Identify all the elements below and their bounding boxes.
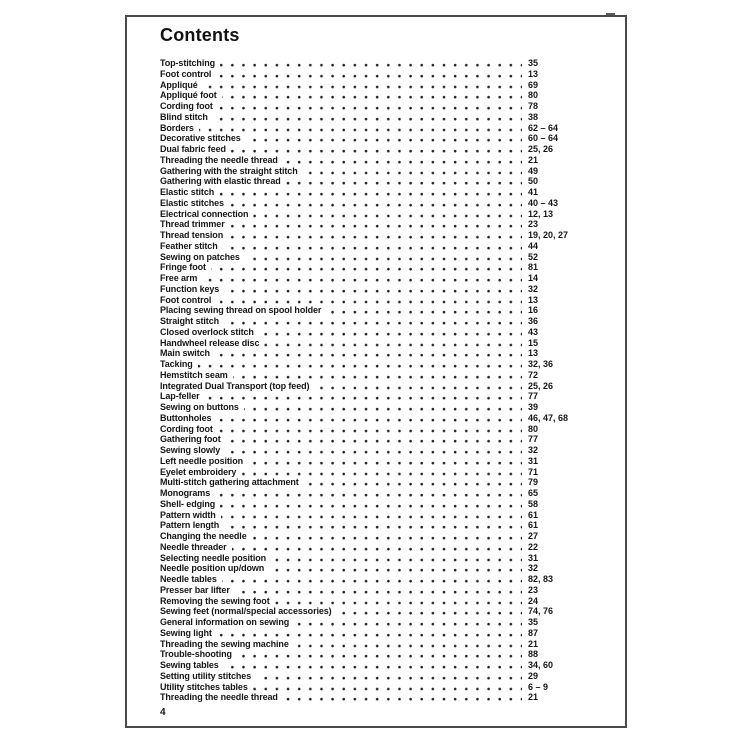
toc-entry-page: 13 <box>522 295 592 306</box>
toc-entry-label: Tacking <box>160 359 198 370</box>
toc-entry-page: 32 <box>522 563 592 574</box>
toc-entry-label: Left needle position <box>160 456 248 467</box>
toc-entry-page: 14 <box>522 273 592 284</box>
toc-row <box>160 553 592 564</box>
toc-entry-page: 62 – 64 <box>522 123 592 134</box>
toc-row <box>160 488 592 499</box>
toc-entry-label: Sewing slowly <box>160 445 225 456</box>
page-title: Contents <box>160 25 240 45</box>
toc-entry-label: Thread trimmer <box>160 219 230 230</box>
toc-entry-label: Setting utility stitches <box>160 671 256 682</box>
toc-entry-page: 19, 20, 27 <box>522 230 592 241</box>
toc-row <box>160 112 592 123</box>
toc-row <box>160 499 592 510</box>
toc-row <box>160 467 592 478</box>
toc-entry-page: 35 <box>522 617 592 628</box>
toc-row <box>160 628 592 639</box>
toc-entry-page: 35 <box>522 58 592 69</box>
toc-entry-page: 80 <box>522 424 592 435</box>
toc-row <box>160 563 592 574</box>
toc-entry-page: 50 <box>522 176 592 187</box>
toc-row <box>160 338 592 349</box>
toc-entry-page: 12, 13 <box>522 209 592 220</box>
toc-row <box>160 305 592 316</box>
toc-entry-label: Sewing on buttons <box>160 402 244 413</box>
toc-entry-label: Function keys <box>160 284 224 295</box>
toc-entry-page: 31 <box>522 456 592 467</box>
toc-row <box>160 69 592 80</box>
toc-row <box>160 133 592 144</box>
toc-entry-label: Borders <box>160 123 199 134</box>
toc-entry-label: Presser bar lifter <box>160 585 235 596</box>
toc-entry-page: 46, 47, 68 <box>522 413 592 424</box>
toc-row <box>160 295 592 306</box>
toc-row <box>160 209 592 220</box>
toc-entry-label: Gathering foot <box>160 434 226 445</box>
toc-entry-label: Eyelet embroidery <box>160 467 241 478</box>
toc-row <box>160 166 592 177</box>
toc-entry-page: 80 <box>522 90 592 101</box>
toc-entry-label: Integrated Dual Transport (top feed) <box>160 381 314 392</box>
toc-entry-label: Foot control <box>160 295 216 306</box>
page-border-box <box>125 15 627 728</box>
toc-entry-label: Threading the sewing machine <box>160 639 294 650</box>
toc-row <box>160 58 592 69</box>
toc-entry-page: 32 <box>522 445 592 456</box>
toc-entry-page: 39 <box>522 402 592 413</box>
toc-entry-page: 49 <box>522 166 592 177</box>
toc-row <box>160 574 592 585</box>
toc-row <box>160 273 592 284</box>
toc-row <box>160 606 592 617</box>
toc-row <box>160 391 592 402</box>
toc-row <box>160 596 592 607</box>
toc-entry-page: 25, 26 <box>522 381 592 392</box>
toc-entry-page: 79 <box>522 477 592 488</box>
toc-entry-label: Handwheel release disc <box>160 338 264 349</box>
toc-row <box>160 123 592 134</box>
toc-row <box>160 456 592 467</box>
folio-page-number: 4 <box>160 707 166 718</box>
toc-entry-page: 29 <box>522 671 592 682</box>
toc-row <box>160 348 592 359</box>
toc-row <box>160 692 592 703</box>
toc-entry-page: 77 <box>522 434 592 445</box>
toc-entry-page: 34, 60 <box>522 660 592 671</box>
toc-row <box>160 316 592 327</box>
toc-entry-label: Electrical connection <box>160 209 253 220</box>
toc-row <box>160 187 592 198</box>
toc-entry-label: Feather stitch <box>160 241 223 252</box>
toc-entry-page: 32, 36 <box>522 359 592 370</box>
toc-entry-label: Multi-stitch gathering attachment <box>160 477 304 488</box>
toc-row <box>160 671 592 682</box>
toc-entry-label: Needle tables <box>160 574 222 585</box>
toc-entry-label: Needle position up/down <box>160 563 269 574</box>
toc-entry-label: Sewing tables <box>160 660 224 671</box>
toc-entry-label: Elastic stitch <box>160 187 219 198</box>
toc-row <box>160 252 592 263</box>
toc-entry-label: General information on sewing <box>160 617 294 628</box>
toc-row <box>160 284 592 295</box>
toc-entry-page: 78 <box>522 101 592 112</box>
toc-entry-label: Closed overlock stitch <box>160 327 259 338</box>
toc-entry-label: Utility stitches tables <box>160 682 253 693</box>
toc-entry-page: 65 <box>522 488 592 499</box>
toc-entry-page: 36 <box>522 316 592 327</box>
toc-entry-page: 13 <box>522 69 592 80</box>
toc-row <box>160 176 592 187</box>
toc-row <box>160 241 592 252</box>
toc-row <box>160 80 592 91</box>
toc-row <box>160 542 592 553</box>
toc-entry-page: 72 <box>522 370 592 381</box>
toc-entry-label: Lap-feller <box>160 391 205 402</box>
toc-entry-page: 87 <box>522 628 592 639</box>
toc-entry-label: Changing the needle <box>160 531 252 542</box>
toc-row <box>160 262 592 273</box>
toc-entry-label: Gathering with the straight stitch <box>160 166 303 177</box>
toc-row <box>160 585 592 596</box>
toc-entry-page: 23 <box>522 219 592 230</box>
toc-entry-label: Needle threader <box>160 542 232 553</box>
toc-entry-label: Thread tension <box>160 230 228 241</box>
toc-entry-page: 23 <box>522 585 592 596</box>
toc-entry-label: Straight stitch <box>160 316 224 327</box>
toc-entry-label: Fringe foot <box>160 262 211 273</box>
toc-row <box>160 424 592 435</box>
toc-entry-label: Appliqué <box>160 80 203 91</box>
toc-entry-page: 21 <box>522 639 592 650</box>
toc-entry-page: 6 – 9 <box>522 682 592 693</box>
toc-entry-label: Placing sewing thread on spool holder <box>160 305 326 316</box>
toc-entry-label: Threading the needle thread <box>160 155 283 166</box>
toc-entry-label: Top-stitching <box>160 58 220 69</box>
toc-entry-label: Monograms <box>160 488 215 499</box>
toc-entry-label: Gathering with elastic thread <box>160 176 286 187</box>
toc-entry-label: Sewing on patches <box>160 252 245 263</box>
toc-entry-page: 74, 76 <box>522 606 592 617</box>
toc-entry-label: Sewing light <box>160 628 217 639</box>
toc-entry-page: 81 <box>522 262 592 273</box>
toc-row <box>160 155 592 166</box>
toc-entry-page: 61 <box>522 520 592 531</box>
toc-row <box>160 219 592 230</box>
toc-entry-label: Dual fabric feed <box>160 144 231 155</box>
toc-list <box>160 58 592 703</box>
toc-row <box>160 101 592 112</box>
toc-entry-page: 52 <box>522 252 592 263</box>
toc-row <box>160 359 592 370</box>
toc-entry-page: 40 – 43 <box>522 198 592 209</box>
toc-row <box>160 402 592 413</box>
toc-entry-page: 69 <box>522 80 592 91</box>
toc-row <box>160 520 592 531</box>
toc-entry-page: 61 <box>522 510 592 521</box>
toc-entry-page: 13 <box>522 348 592 359</box>
toc-row <box>160 413 592 424</box>
toc-entry-page: 88 <box>522 649 592 660</box>
toc-entry-page: 22 <box>522 542 592 553</box>
toc-row <box>160 649 592 660</box>
toc-row <box>160 660 592 671</box>
toc-row <box>160 230 592 241</box>
toc-row <box>160 639 592 650</box>
toc-entry-label: Cording foot <box>160 101 218 112</box>
toc-entry-label: Main switch <box>160 348 215 359</box>
toc-entry-label: Blind stitch <box>160 112 213 123</box>
toc-row <box>160 445 592 456</box>
toc-row <box>160 144 592 155</box>
toc-row <box>160 617 592 628</box>
toc-entry-page: 60 – 64 <box>522 133 592 144</box>
toc-entry-label: Trouble-shooting <box>160 649 237 660</box>
toc-entry-label: Cording foot <box>160 424 218 435</box>
toc-entry-label: Selecting needle position <box>160 553 271 564</box>
toc-entry-page: 16 <box>522 305 592 316</box>
toc-entry-page: 38 <box>522 112 592 123</box>
toc-entry-label: Shell- edging <box>160 499 220 510</box>
toc-row <box>160 434 592 445</box>
toc-entry-page: 41 <box>522 187 592 198</box>
toc-entry-label: Pattern width <box>160 510 221 521</box>
toc-entry-label: Free arm <box>160 273 202 284</box>
toc-entry-label: Hemstitch seam <box>160 370 233 381</box>
toc-entry-page: 58 <box>522 499 592 510</box>
toc-entry-page: 27 <box>522 531 592 542</box>
toc-entry-label: Foot control <box>160 69 216 80</box>
toc-entry-page: 25, 26 <box>522 144 592 155</box>
toc-entry-page: 15 <box>522 338 592 349</box>
toc-entry-page: 43 <box>522 327 592 338</box>
toc-row <box>160 90 592 101</box>
toc-row <box>160 510 592 521</box>
toc-row <box>160 198 592 209</box>
toc-entry-page: 71 <box>522 467 592 478</box>
toc-row <box>160 531 592 542</box>
toc-entry-page: 21 <box>522 155 592 166</box>
toc-entry-label: Elastic stitches <box>160 198 229 209</box>
toc-entry-label: Decorative stitches <box>160 133 246 144</box>
toc-entry-page: 32 <box>522 284 592 295</box>
toc-row <box>160 370 592 381</box>
toc-entry-label: Appliqué foot <box>160 90 222 101</box>
toc-row <box>160 327 592 338</box>
toc-entry-page: 31 <box>522 553 592 564</box>
toc-entry-label: Threading the needle thread <box>160 692 283 703</box>
toc-entry-page: 82, 83 <box>522 574 592 585</box>
toc-entry-page: 44 <box>522 241 592 252</box>
toc-row <box>160 381 592 392</box>
toc-entry-label: Sewing feet (normal/special accessories) <box>160 606 337 617</box>
toc-entry-page: 77 <box>522 391 592 402</box>
toc-entry-label: Buttonholes <box>160 413 216 424</box>
toc-row <box>160 682 592 693</box>
toc-entry-label: Removing the sewing foot <box>160 596 275 607</box>
toc-entry-page: 24 <box>522 596 592 607</box>
toc-entry-label: Pattern length <box>160 520 224 531</box>
toc-row <box>160 477 592 488</box>
toc-entry-page: 21 <box>522 692 592 703</box>
